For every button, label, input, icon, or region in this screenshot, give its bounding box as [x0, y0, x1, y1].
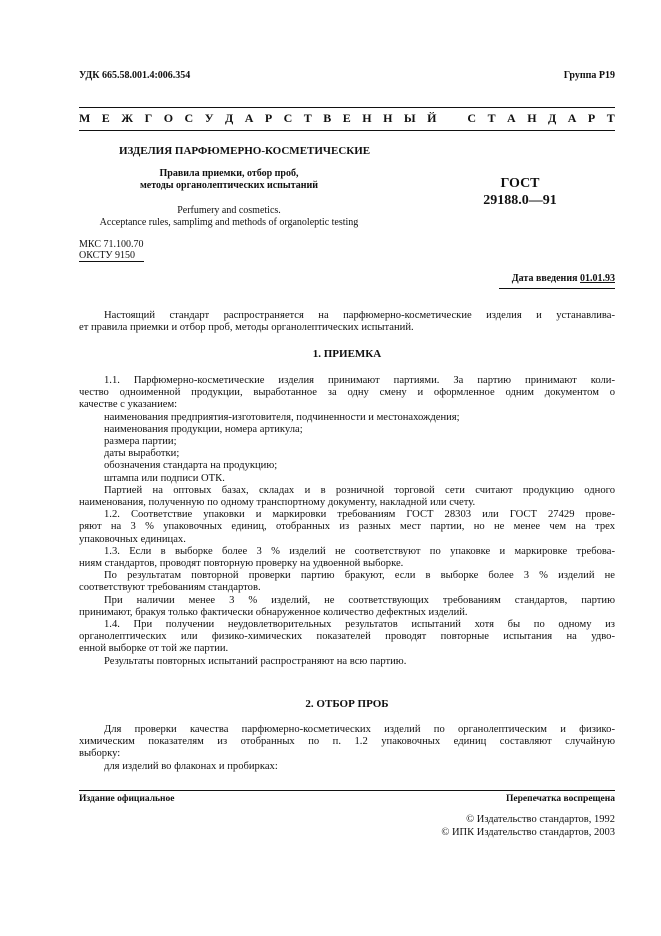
section-1-line: 1.4. При получении неудовлетворительных результатов испытаний хотя бы по одному из — [104, 619, 615, 631]
section-1-list-item: размера партии; — [104, 436, 177, 448]
banner-bottom-rule — [79, 130, 615, 131]
section-1-line: 1.1. Парфюмерно-косметические изделия принимают партиями. За партию принимают коли- — [104, 375, 615, 386]
section-1-list-item: наименования предприятия-изготовителя, подчиненности и местонахождения; — [104, 411, 460, 423]
subtitle-line: методы органолептических испытаний — [139, 180, 319, 191]
section-1-heading: 1. ПРИЕМКА — [312, 348, 382, 360]
banner-word2-letter: Т — [606, 111, 615, 125]
section-1-line: 1.3. Если в выборке более 3 % изделий не соответствуют по упаковке и маркировке требова- — [104, 545, 615, 557]
gost-number: 29188.0—91 — [483, 193, 557, 208]
classification-codes — [79, 239, 143, 261]
copyright-line: © Издательство стандартов, 1992 — [466, 814, 615, 825]
english-title-line: Perfumery and cosmetics. — [177, 205, 281, 216]
banner-word1-letter: О — [163, 111, 174, 125]
section-2-line: Для проверки качества парфюмерно-косметических изделий по органолептическим и физико- — [104, 724, 615, 735]
banner-word2-letter: Т — [487, 111, 496, 125]
banner-word1-letter: Г — [144, 111, 153, 125]
section-2-line: для изделий во флаконах и пробирках: — [104, 760, 278, 772]
banner-word2-letter: А — [567, 111, 577, 125]
section-1-line: упаковочных единицах. — [79, 533, 186, 545]
banner-word2-letter: А — [507, 111, 516, 125]
section-1-list-item: обозначения стандарта на продукцию; — [104, 460, 278, 472]
section-1-line: ряют на 3 % упаковочных единиц, отобранных из разных мест партии, но не менее чем на трех — [79, 521, 615, 533]
section-1-line: Партией на оптовых базах, складах и в розничной торговой сети считают продукцию одного — [104, 484, 615, 496]
section-1-body — [79, 375, 615, 668]
gost-designation — [470, 175, 570, 209]
official-edition: Издание официальное — [79, 794, 175, 804]
group-code: Группа Р19 — [563, 70, 615, 81]
section-1-list-item: даты выработки; — [104, 448, 180, 460]
mks-code: МКС 71.100.70 — [79, 239, 144, 250]
section-1-line: 1.2. Соответствие упаковки и маркировки требованиям ГОСТ 28303 или ГОСТ 27429 прове- — [104, 509, 615, 521]
copyright-block — [441, 813, 615, 839]
section-1-line: органолептических или физико-химических показателей проводят повторные испытания на удво- — [79, 631, 615, 643]
banner-word1-letter: Н — [383, 111, 393, 125]
document-title: ИЗДЕЛИЯ ПАРФЮМЕРНО-КОСМЕТИЧЕСКИЕ — [119, 145, 371, 157]
section-1-line: енной выборке от той же партии. — [79, 643, 229, 655]
banner-word1-letter: Т — [303, 111, 312, 125]
section-1-line: принимают, бракуя только фактически обнаруженное количество дефектных изделий. — [79, 606, 468, 618]
section-2-line: химическим показателям из отобранных по п. 1.2 упаковочных единиц составляют случайную — [79, 736, 615, 748]
banner-word1-letter: С — [184, 111, 194, 125]
subtitle-line: Правила приемки, отбор проб, — [159, 168, 299, 179]
section-1-line: При наличии менее 3 % изделий, не соответствующих требованиям стандартов, партию — [104, 594, 615, 606]
section-1-line: соответствуют требованиям стандартов. — [79, 582, 261, 594]
section-2-line: выборку: — [79, 748, 121, 760]
english-title-line: Acceptance rules, samplimg and methods of organoleptic testing — [99, 217, 359, 228]
udk-code: УДК 665.58.001.4:006.354 — [79, 70, 191, 81]
banner-title — [79, 111, 615, 126]
banner-word1-letter: Е — [101, 111, 110, 125]
introduction-date-value: 01.01.93 — [580, 273, 615, 284]
section-1-line: По результатам повторной проверки партию бракуют, если в выборке более 3 % изделий не — [104, 570, 615, 582]
banner-word1-letter: Р — [264, 111, 273, 125]
banner-word1-letter: У — [204, 111, 214, 125]
okstu-code: ОКСТУ 9150 — [79, 250, 136, 261]
introduction-date — [512, 273, 615, 284]
banner-word2-letter: С — [467, 111, 477, 125]
section-1-line: качестве с указанием: — [79, 399, 178, 411]
section-1-line: Результаты повторных испытаний распространяют на всю партию. — [104, 655, 407, 667]
section-1-line: наименования, полученную по одному транспортному документу, накладной или счету. — [79, 497, 476, 509]
banner-word1-letter: Ж — [121, 111, 134, 125]
section-1-line: чество одноименной продукции, выработанное за одну смену и оформленное одним документом о — [79, 387, 615, 399]
banner-gap — [448, 111, 456, 126]
reprint-prohibited: Перепечатка воспрещена — [505, 794, 615, 804]
intro-paragraph — [79, 310, 615, 334]
intro-line: Настоящий стандарт распространяется на парфюмерно-косметические изделия и устанавлива- — [104, 310, 615, 321]
banner-top-rule — [79, 107, 615, 108]
date-rule — [499, 288, 615, 289]
section-1-list-item: штампа или подписи ОТК. — [104, 472, 225, 484]
banner-word1-letter: Й — [427, 111, 437, 125]
banner-word1-letter: В — [323, 111, 332, 125]
banner-word2-letter: Н — [527, 111, 537, 125]
section-1-list-item: наименования продукции, номера артикула; — [104, 423, 303, 435]
banner-word1-letter: Ы — [403, 111, 416, 125]
banner-word1-letter: М — [79, 111, 91, 125]
footer-rule — [79, 790, 615, 791]
banner-word1-letter: А — [244, 111, 254, 125]
section-1-line: ниям стандартов, проводят повторную проверку на удвоенной выборке. — [79, 558, 404, 570]
english-title — [79, 205, 379, 229]
banner-word1-letter: Е — [342, 111, 351, 125]
document-subtitle — [79, 168, 379, 192]
intro-line: ет правила приемки и отбор проб, методы органолептических испытаний. — [79, 322, 414, 334]
section-2-body — [79, 724, 615, 773]
banner-word1-letter: Н — [362, 111, 372, 125]
codes-underline — [79, 261, 144, 262]
banner-word1-letter: Д — [224, 111, 234, 125]
banner-word2-letter: Д — [548, 111, 557, 125]
section-2-heading: 2. ОТБОР ПРОБ — [305, 698, 389, 710]
banner-word1-letter: С — [283, 111, 293, 125]
banner-word2-letter: Р — [587, 111, 596, 125]
introduction-date-label: Дата введения — [511, 273, 578, 284]
copyright-line: © ИПК Издательство стандартов, 2003 — [441, 827, 615, 838]
gost-label: ГОСТ — [500, 176, 540, 191]
